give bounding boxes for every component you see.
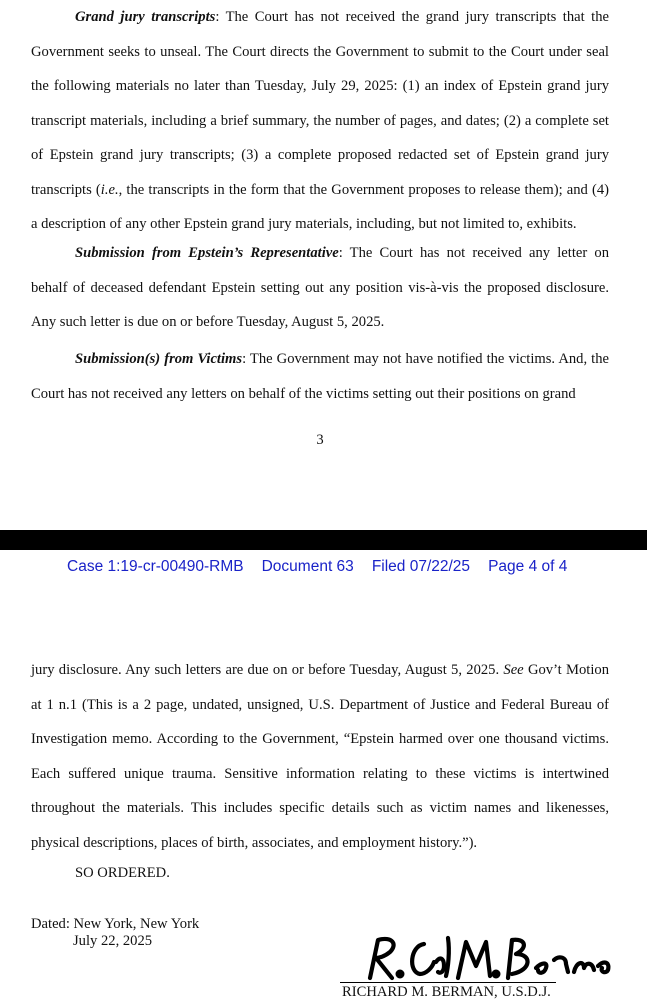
paragraph-grand-jury-transcripts bbox=[31, 0, 609, 242]
paragraph-heading: Submission(s) from Victims bbox=[75, 351, 243, 367]
paragraph-victims bbox=[31, 342, 609, 411]
paragraph-epstein-representative bbox=[31, 236, 609, 340]
paragraph-continued bbox=[31, 653, 609, 860]
page-divider bbox=[0, 530, 647, 550]
paragraph-heading: Grand jury transcripts bbox=[75, 9, 216, 25]
paragraph-heading: Submission from Epstein’s Representative bbox=[75, 245, 339, 261]
signature-line bbox=[340, 982, 556, 983]
paragraph-text: : The Government may not have notified the victims. And, the Court has not received any letters on behalf of the victims setting out their positions on grand bbox=[31, 351, 609, 402]
dated-value: July 22, 2025 bbox=[73, 933, 153, 949]
paragraph-text: Gov’t Motion at 1 n.1 (This is a 2 page, undated, unsigned, U.S. Department of Justice and Federal Bureau of Investigation memo. According to the Government, “Epstein harmed over one thousand victims. Each suffered unique trauma. Sensitive information relating to these victims is intertwined throughout the materials. This includes specific details such as victim names and likenesses, physical descriptions, places of birth, associates, and employment history.”). bbox=[31, 662, 609, 851]
page-number: 3 bbox=[316, 432, 324, 448]
filed-date: Filed 07/22/25 bbox=[371, 558, 471, 575]
document-number: Document 63 bbox=[261, 558, 354, 575]
paragraph-text: : The Court has not received the grand jury transcripts that the Government seeks to unseal. The Court directs the Government to submit to the Court under seal the following materials no later than Tuesday, July 29, 2025: (1) an index of Epstein grand jury transcript materials, including a brief summary, the number of pages, and dates; (2) a complete set of Epstein grand jury transcripts; (3) a complete proposed redacted set of Epstein grand jury transcripts ( bbox=[31, 9, 609, 198]
italic-text: See bbox=[503, 662, 524, 678]
page-4 bbox=[0, 550, 647, 1000]
italic-text: i.e. bbox=[100, 181, 119, 198]
paragraph-text: , the transcripts in the form that the Government proposes to release them); and (4) a description of any other Epstein grand jury materials, including, but not limited to, exhibits. bbox=[31, 181, 609, 232]
dated-block bbox=[31, 916, 199, 950]
so-ordered: SO ORDERED. bbox=[75, 865, 170, 881]
paragraph-text: jury disclosure. Any such letters are due on or before Tuesday, August 5, 2025. bbox=[31, 662, 504, 678]
case-header bbox=[67, 558, 567, 576]
page-count: Page 4 of 4 bbox=[488, 558, 568, 575]
paragraph-text: : The Court has not received any letter on behalf of deceased defendant Epstein setting out any position vis-à-vis the proposed disclosure. Any such letter is due on or before Tuesday, August 5, 2025. bbox=[31, 245, 609, 330]
judge-name: RICHARD M. BERMAN, U.S.D.J. bbox=[342, 984, 551, 1000]
case-number: Case 1:19-cr-00490-RMB bbox=[67, 558, 244, 575]
signature-image bbox=[362, 932, 620, 984]
dated-label: Dated: New York, New York bbox=[31, 916, 200, 932]
